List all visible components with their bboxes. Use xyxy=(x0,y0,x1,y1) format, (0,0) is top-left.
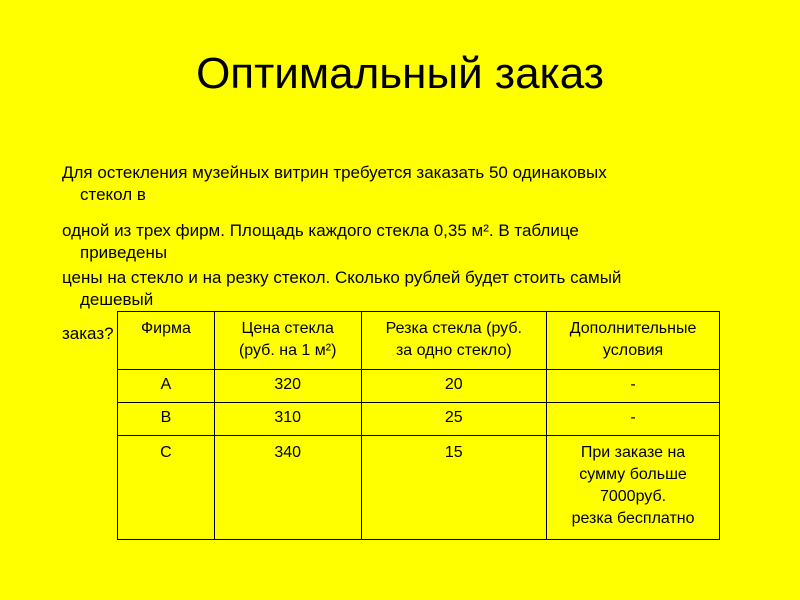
problem-line-3: цены на стекло и на резку стекол. Сколько рублей будет стоить самый xyxy=(62,268,622,287)
firms-table xyxy=(117,311,720,540)
problem-paragraph-2 xyxy=(62,220,579,264)
problem-paragraph-3 xyxy=(62,267,621,311)
problem-line-1-continuation: стекол в xyxy=(80,185,146,204)
problem-paragraph-4 xyxy=(62,323,114,345)
cell-extra: - xyxy=(547,370,720,403)
cell-glass-price: 320 xyxy=(214,370,361,403)
header-cut-price: Резка стекла (руб. за одно стекло) xyxy=(361,312,547,370)
cell-glass-price: 310 xyxy=(214,403,361,436)
table-row xyxy=(118,436,720,540)
page-title: Оптимальный заказ xyxy=(196,49,604,98)
problem-line-1: Для остекления музейных витрин требуется заказать 50 одинаковых xyxy=(62,163,607,182)
cell-extra: При заказе на сумму больше 7000руб. резка бесплатно xyxy=(547,436,720,540)
table-header-row xyxy=(118,312,720,370)
cell-extra: - xyxy=(547,403,720,436)
problem-line-4: заказ? xyxy=(62,324,114,343)
header-extra-conditions: Дополнительные условия xyxy=(547,312,720,370)
cell-firm: C xyxy=(118,436,215,540)
problem-paragraph-1 xyxy=(62,162,607,206)
problem-line-3-continuation: дешевый xyxy=(80,290,154,309)
cell-cut-price: 15 xyxy=(361,436,547,540)
table-row xyxy=(118,370,720,403)
cell-cut-price: 25 xyxy=(361,403,547,436)
problem-line-2: одной из трех фирм. Площадь каждого стекла 0,35 м². В таблице xyxy=(62,221,579,240)
header-firm: Фирма xyxy=(118,312,215,370)
header-glass-price: Цена стекла (руб. на 1 м²) xyxy=(214,312,361,370)
cell-cut-price: 20 xyxy=(361,370,547,403)
cell-firm: B xyxy=(118,403,215,436)
problem-line-2-continuation: приведены xyxy=(80,243,168,262)
cell-firm: A xyxy=(118,370,215,403)
cell-glass-price: 340 xyxy=(214,436,361,540)
table-row xyxy=(118,403,720,436)
